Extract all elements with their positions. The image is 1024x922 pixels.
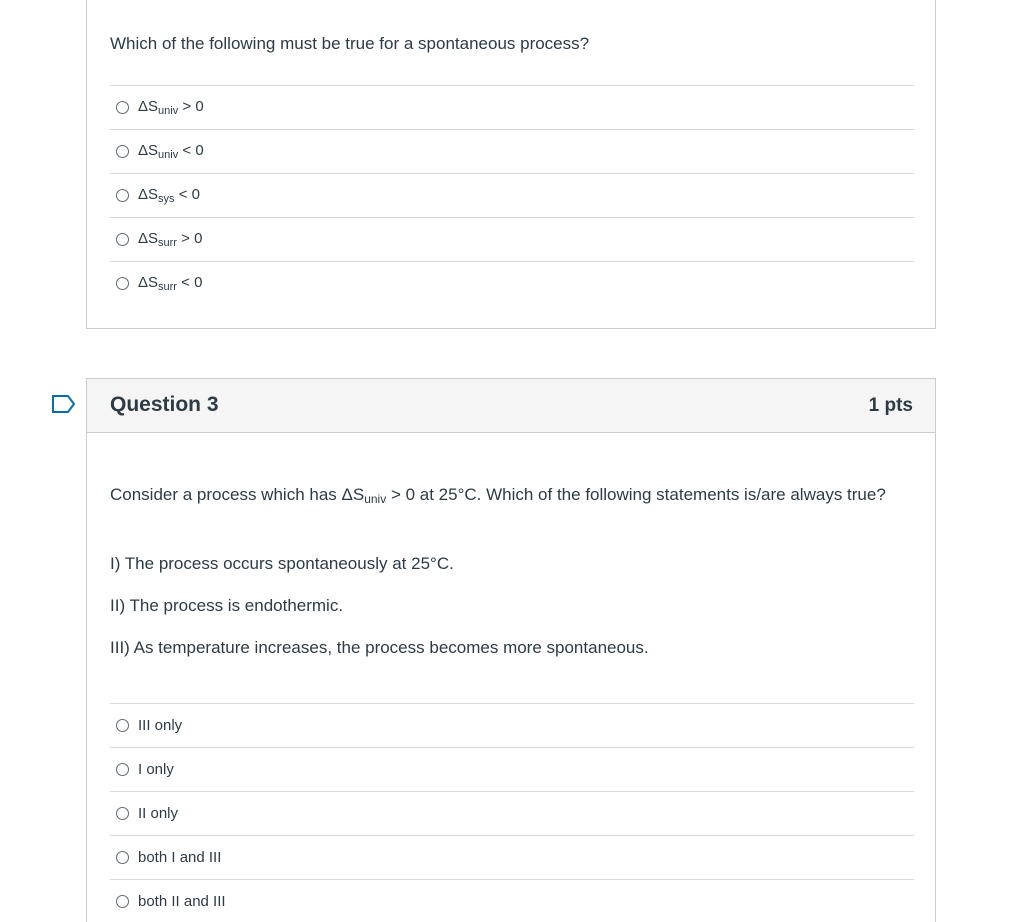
- statement-2: II) The process is endothermic.: [110, 596, 344, 615]
- answer-option[interactable]: [110, 130, 914, 174]
- question-2-text: Which of the following must be true for a spontaneous process?: [110, 34, 590, 53]
- answer-label: I only: [138, 761, 174, 778]
- answer-label: $\Delta S_{surr} < 0$: [138, 274, 203, 293]
- answer-label: $\Delta S_{univ} > 0$: [138, 98, 204, 117]
- radio-button[interactable]: [116, 145, 129, 158]
- answer-label: $\Delta S_{sys} < 0$: [138, 186, 200, 205]
- answer-label: both II and III: [138, 893, 226, 910]
- radio-button[interactable]: [116, 189, 129, 202]
- question-3-card: [86, 378, 936, 922]
- answer-label: $\Delta S_{univ} < 0$: [138, 142, 204, 161]
- answer-label: both I and III: [138, 849, 222, 866]
- radio-button[interactable]: [116, 763, 129, 776]
- answer-option[interactable]: [110, 174, 914, 218]
- radio-button[interactable]: [116, 277, 129, 290]
- question-3-header: [87, 379, 935, 433]
- answer-option[interactable]: [110, 792, 914, 836]
- answer-option[interactable]: [110, 218, 914, 262]
- statement-1: I) The process occurs spontaneously at 25°C.: [110, 554, 454, 573]
- radio-button[interactable]: [116, 895, 129, 908]
- question-3-answers: [110, 703, 914, 922]
- radio-button[interactable]: [116, 807, 129, 820]
- radio-button[interactable]: [116, 101, 129, 114]
- question-title: Question 3: [110, 393, 219, 416]
- answer-option[interactable]: [110, 704, 914, 748]
- radio-button[interactable]: [116, 719, 129, 732]
- answer-option[interactable]: [110, 880, 914, 922]
- answer-option[interactable]: [110, 86, 914, 130]
- question-points: 1 pts: [868, 395, 913, 416]
- question-2-card: [86, 0, 936, 329]
- answer-option[interactable]: [110, 748, 914, 792]
- radio-button[interactable]: [116, 851, 129, 864]
- answer-label: $\Delta S_{surr} > 0$: [138, 230, 203, 249]
- answer-label: II only: [138, 805, 179, 822]
- answer-label: III only: [138, 717, 183, 734]
- answer-option[interactable]: [110, 836, 914, 880]
- statement-3: III) As temperature increases, the process becomes more spontaneous.: [110, 638, 649, 657]
- question-2-answers: [110, 85, 914, 305]
- answer-option[interactable]: [110, 262, 914, 305]
- radio-button[interactable]: [116, 233, 129, 246]
- flag-question-icon[interactable]: [51, 394, 77, 414]
- question-3-text: Consider a process which has $\Delta S_{univ} > 0$ at 25°C. Which of the following statements is/are always true?: [110, 485, 886, 506]
